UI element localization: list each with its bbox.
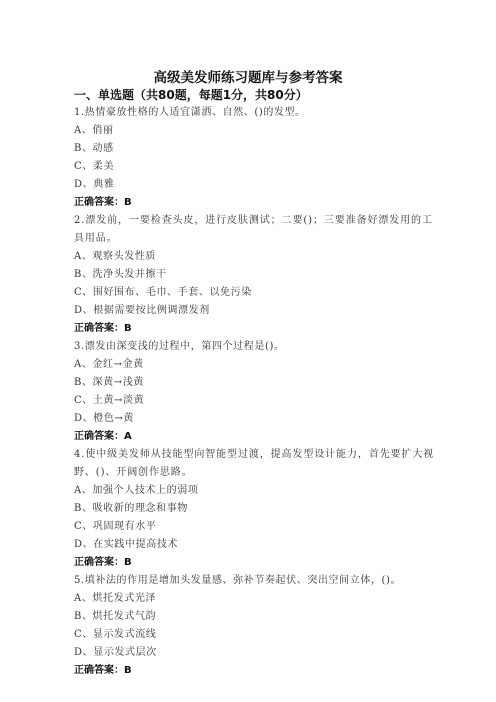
correct-answer: 正确答案：B (74, 557, 132, 568)
option-c: C、土黄→淡黄 (74, 395, 145, 406)
option-a: A、烘托发式光泽 (74, 593, 157, 604)
option-a: A、观察头发性质 (74, 251, 157, 262)
option-c: C、巩固现有水平 (74, 521, 157, 532)
section-heading: 一、单选题（共80题，每题1分，共80分） (74, 88, 308, 102)
option-d: D、在实践中提高技术 (74, 539, 179, 550)
correct-answer: 正确答案：B (74, 197, 132, 208)
option-d: D、橙色→黄 (74, 413, 134, 424)
option-b: B、深黄→浅黄 (74, 377, 144, 388)
question-stem: 4.使中级美发师从技能型向智能型过渡，提高发型设计能力，首先要扩大视野、()、开阔创作思路。 (74, 449, 435, 478)
question-stem: 1.热情豪放性格的人适宜潇洒、自然、()的发型。 (74, 107, 306, 118)
question-stem: 2.漂发前，一要检查头皮，进行皮肤测试；二要()；三要准备好漂发用的工具用品。 (74, 215, 433, 244)
question-item (74, 572, 436, 680)
question-item (74, 338, 436, 446)
question-stem: 5.填补法的作用是增加头发量感、弥补节奏起伏、突出空间立体，()。 (74, 575, 402, 586)
option-d: D、典雅 (74, 179, 115, 190)
option-c: C、显示发式流线 (74, 629, 157, 640)
document-title: 高级美发师练习题库与参考答案 (153, 70, 343, 86)
option-c: C、柔美 (74, 161, 115, 172)
option-b: B、动感 (74, 143, 114, 154)
option-b: B、吸收新的理念和事物 (74, 503, 188, 514)
question-item (74, 446, 436, 572)
option-d: D、根据需要按比例调漂发剂 (74, 305, 210, 316)
option-d: D、显示发式层次 (74, 647, 157, 658)
correct-answer: 正确答案：B (74, 323, 132, 334)
option-a: A、加强个人技术上的弱项 (74, 485, 199, 496)
option-b: B、烘托发式气韵 (74, 611, 157, 622)
option-a: A、俏丽 (74, 125, 114, 136)
question-stem: 3.漂发由深变浅的过程中，第四个过程是()。 (74, 341, 285, 352)
question-item (74, 212, 436, 338)
question-list (74, 104, 436, 680)
correct-answer: 正确答案：A (74, 431, 132, 442)
option-c: C、围好围布、毛巾、手套、以免污染 (74, 287, 252, 298)
option-a: A、金红→金黄 (74, 359, 144, 370)
option-b: B、洗净头发并擦干 (74, 269, 167, 280)
question-item (74, 104, 436, 212)
correct-answer: 正确答案：B (74, 665, 132, 676)
